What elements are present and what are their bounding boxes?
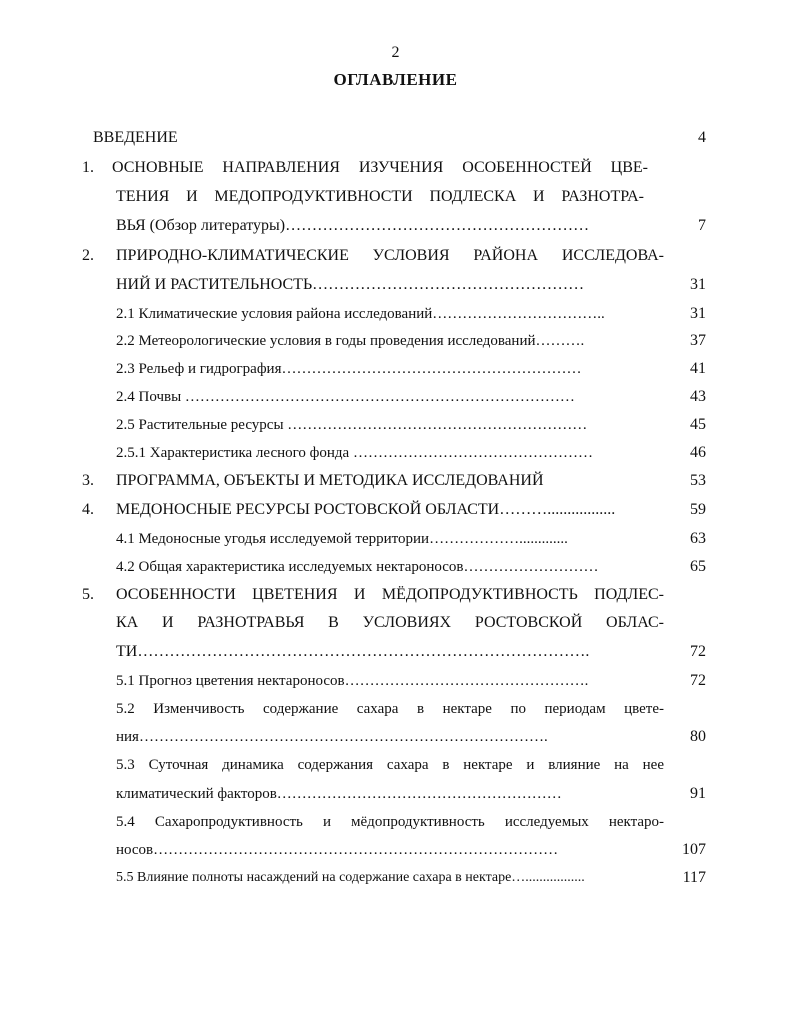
toc-page: 63 <box>690 530 706 547</box>
toc-page: 45 <box>690 416 706 433</box>
toc-entry-2-line-1: ПРИРОДНО-КЛИМАТИЧЕСКИЕ УСЛОВИЯ РАЙОНА ИССЛЕДОВА- <box>116 247 664 264</box>
toc-entry-5-4-line-1: 5.4 Сахаропродуктивность и мёдопродуктивность исследуемых нектаро- <box>116 814 664 830</box>
page-number: 2 <box>391 44 400 61</box>
toc-entry-5-3-line-2: климатический факторов………………………………………………… <box>116 786 562 802</box>
toc-page: 37 <box>690 332 706 349</box>
toc-entry-1-line-3: ВЬЯ (Обзор литературы)………………………………………………… <box>116 217 590 234</box>
toc-page: 59 <box>690 501 706 518</box>
toc-page: 31 <box>690 276 706 293</box>
toc-entry-1-line-2: ТЕНИЯ И МЕДОПРОДУКТИВНОСТИ ПОДЛЕСКА И РАЗНОТРА- <box>116 188 644 205</box>
toc-page: 107 <box>682 841 706 858</box>
toc-page: 7 <box>698 217 706 234</box>
toc-entry-2-5-1: 2.5.1 Характеристика лесного фонда ………………………………………… <box>116 445 593 461</box>
toc-page: 117 <box>682 869 706 886</box>
toc-entry-2-2: 2.2 Метеорологические условия в годы проведения исследований………. <box>116 333 585 349</box>
toc-page: 72 <box>690 643 706 660</box>
toc-entry-5-line-3: ТИ…………………………………………………………………………. <box>116 643 590 660</box>
toc-entry-5-line-1: ОСОБЕННОСТИ ЦВЕТЕНИЯ И МЁДОПРОДУКТИВНОСТЬ ПОДЛЕС- <box>116 586 664 603</box>
toc-entry-2-line-2: НИЙ И РАСТИТЕЛЬНОСТЬ…………………………………………… <box>116 276 585 293</box>
toc-entry-1-line-1: ОСНОВНЫЕ НАПРАВЛЕНИЯ ИЗУЧЕНИЯ ОСОБЕННОСТЕЙ ЦВЕ- <box>112 159 648 176</box>
toc-page: 31 <box>690 305 706 322</box>
toc-entry-5-2-line-1: 5.2 Изменчивость содержание сахара в нектаре по периодам цвете- <box>116 701 664 717</box>
toc-entry-5-3-line-1: 5.3 Суточная динамика содержания сахара в нектаре и влияние на нее <box>116 757 664 773</box>
toc-number: 5. <box>82 586 94 603</box>
toc-page: 46 <box>690 444 706 461</box>
toc-entry-2-3: 2.3 Рельеф и гидрография…………………………………………………… <box>116 361 582 377</box>
toc-entry-5-4-line-2: носов……………………………………………………………………… <box>116 842 559 858</box>
toc-entry-4-2: 4.2 Общая характеристика исследуемых нектароносов……………………… <box>116 559 599 575</box>
toc-page: 65 <box>690 558 706 575</box>
toc-page: 80 <box>690 728 706 745</box>
toc-entry-5-1: 5.1 Прогноз цветения нектароносов…………………………………………. <box>116 673 589 689</box>
toc-page: 4 <box>698 129 706 146</box>
toc-number: 2. <box>82 247 94 264</box>
toc-entry-2-5: 2.5 Растительные ресурсы …………………………………………………… <box>116 417 588 433</box>
toc-entry-2-1: 2.1 Климатические условия района исследований…………………………….. <box>116 306 605 322</box>
toc-entry-4: МЕДОНОСНЫЕ РЕСУРСЫ РОСТОВСКОЙ ОБЛАСТИ………................. <box>116 501 616 518</box>
toc-title: ОГЛАВЛЕНИЕ <box>333 70 458 89</box>
toc-page: 53 <box>690 472 706 489</box>
toc-entry-intro: ВВЕДЕНИЕ <box>93 129 178 146</box>
toc-number: 4. <box>82 501 94 518</box>
toc-number: 1. <box>82 159 94 176</box>
toc-number: 3. <box>82 472 94 489</box>
toc-page: 41 <box>690 360 706 377</box>
toc-entry-5-5: 5.5 Влияние полноты насаждений на содержание сахара в нектаре…................. <box>116 870 585 885</box>
toc-page: 91 <box>690 785 706 802</box>
toc-entry-4-1: 4.1 Медоносные угодья исследуемой территории………………............. <box>116 531 568 547</box>
toc-page: 43 <box>690 388 706 405</box>
toc-entry-2-4: 2.4 Почвы …………………………………………………………………… <box>116 389 575 405</box>
toc-entry-5-line-2: КА И РАЗНОТРАВЬЯ В УСЛОВИЯХ РОСТОВСКОЙ ОБЛАС- <box>116 614 664 631</box>
toc-page: 72 <box>690 672 706 689</box>
toc-entry-3: ПРОГРАММА, ОБЪЕКТЫ И МЕТОДИКА ИССЛЕДОВАНИЙ <box>116 472 544 489</box>
toc-entry-5-2-line-2: ния………………………………………………………………………. <box>116 729 548 745</box>
